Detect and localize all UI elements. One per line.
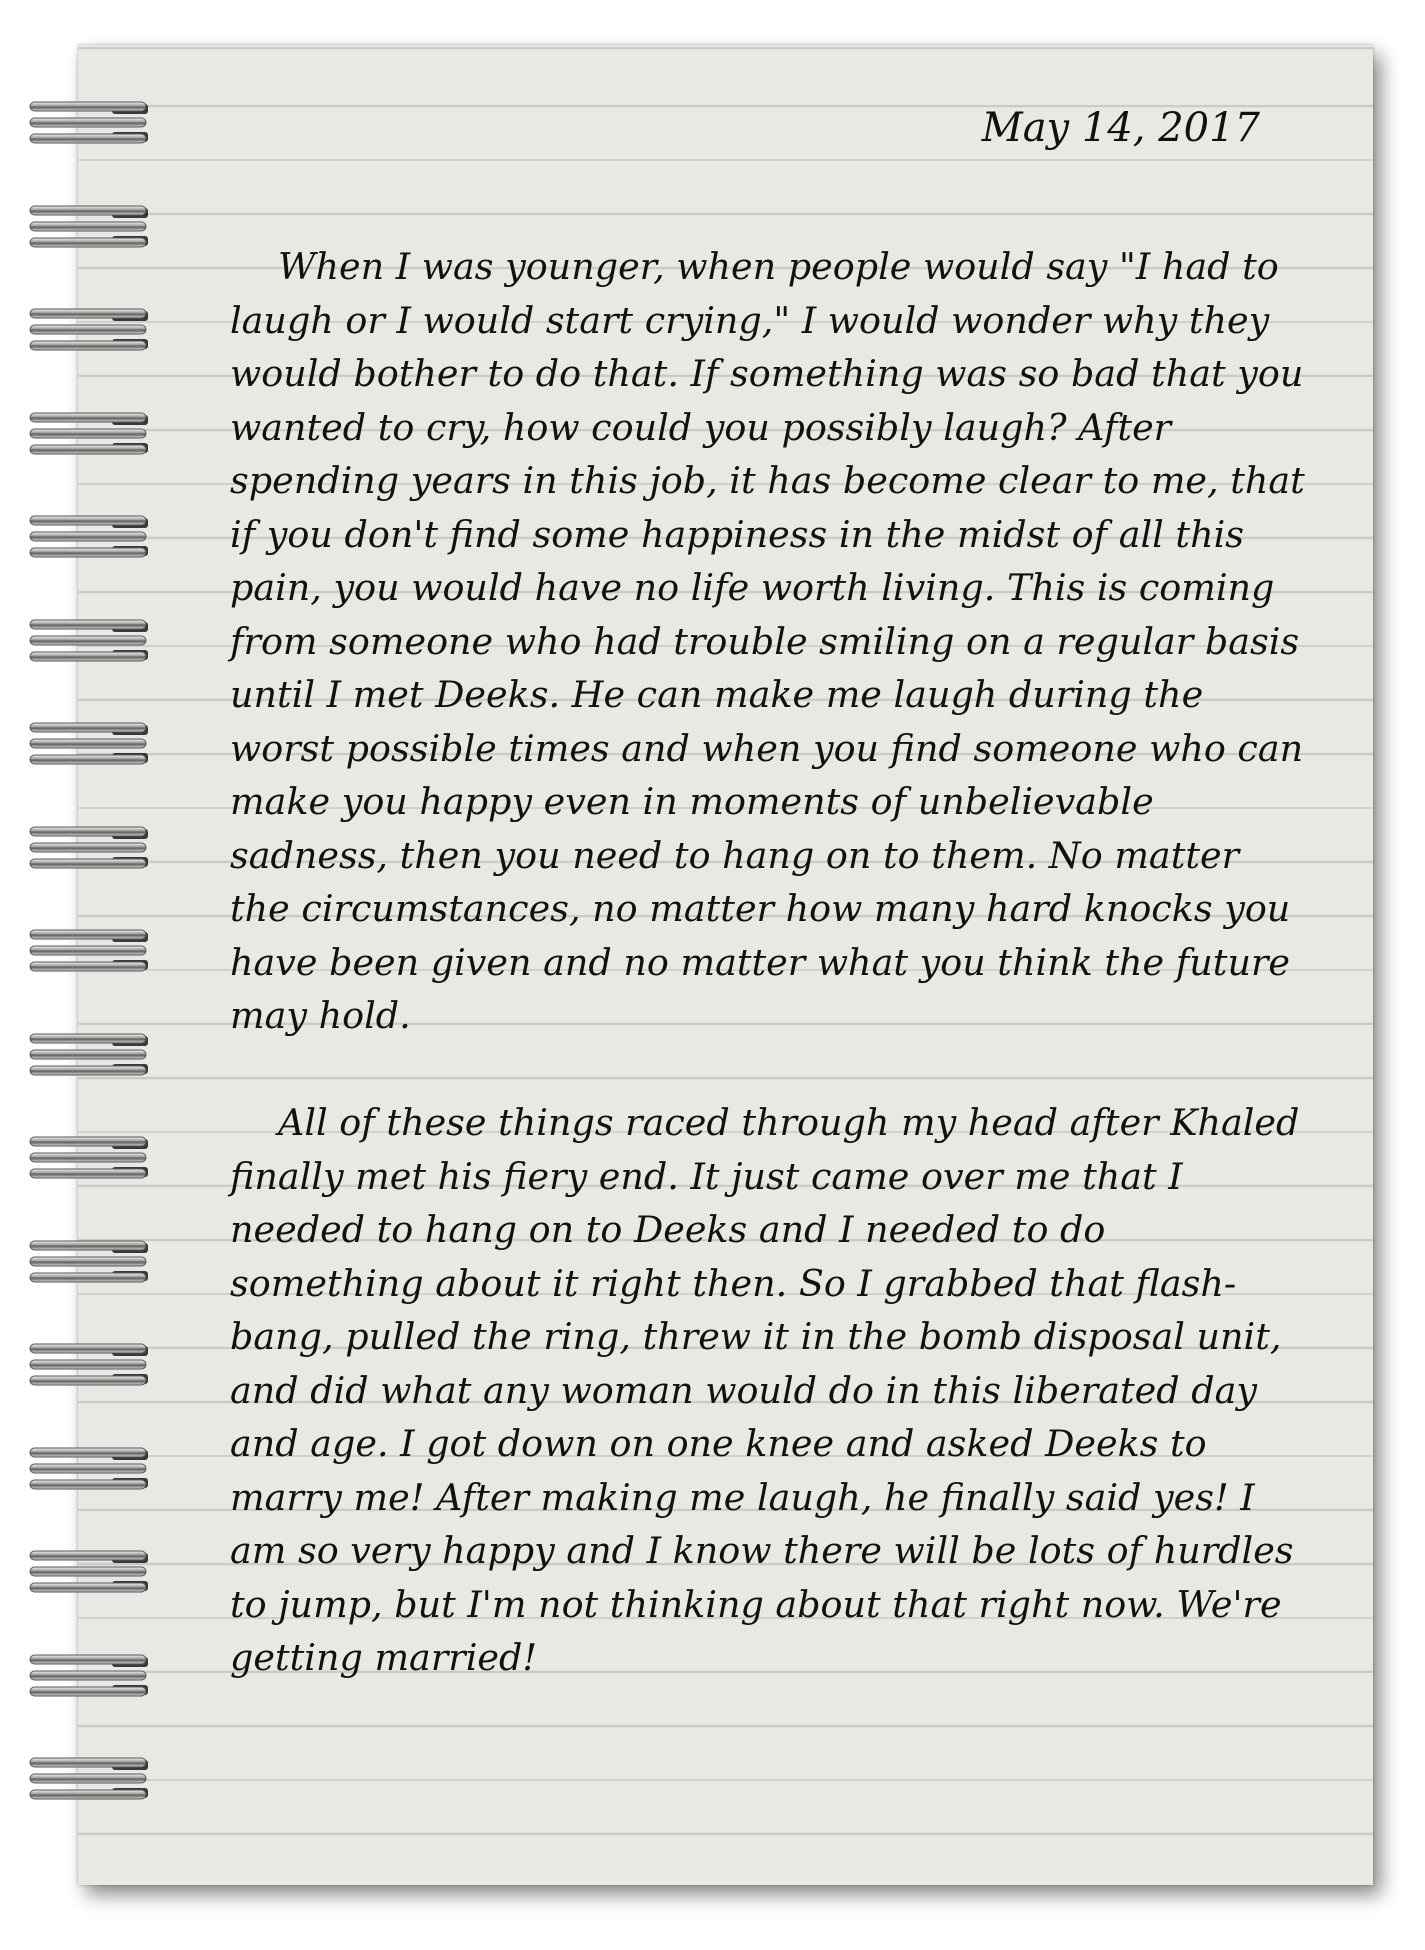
- binding-ring-icon: [28, 1444, 150, 1496]
- spiral-binding: [0, 0, 160, 1950]
- binding-ring-icon: [28, 1340, 150, 1392]
- binding-ring-icon: [28, 926, 150, 978]
- binding-ring-icon: [28, 305, 150, 357]
- entry-date: May 14, 2017: [981, 105, 1260, 151]
- entry-paragraph-1: When I was younger, when people would say "I had to laugh or I would start crying," I would wonder why they would bother to do that. If something was so bad that you wanted to cry, how could you possibly laugh? After spending years in this job, it has become clear to me, that if you don't find some happiness in the midst of all this pain, you would have no life worth living. This is coming from someone who had trouble smiling on a regular basis until I met Deeks. He can make me laugh during the worst possible times and when you find someone who can make you happy even in moments of unbelievable sadness, then you need to hang on to them. No matter the circumstances, no matter how many hard knocks you have been given and no matter what you think the future may hold.: [230, 245, 1305, 1037]
- binding-ring-icon: [28, 823, 150, 875]
- binding-ring-icon: [28, 719, 150, 771]
- binding-ring-icon: [28, 202, 150, 254]
- binding-ring-icon: [28, 1237, 150, 1289]
- binding-ring-icon: [28, 1030, 150, 1082]
- binding-ring-icon: [28, 1651, 150, 1703]
- binding-ring-icon: [28, 409, 150, 461]
- binding-ring-icon: [28, 98, 150, 150]
- binding-ring-icon: [28, 1133, 150, 1185]
- binding-ring-icon: [28, 512, 150, 564]
- binding-ring-icon: [28, 1547, 150, 1599]
- binding-ring-icon: [28, 616, 150, 668]
- binding-ring-icon: [28, 1754, 150, 1806]
- journal-entry: [230, 240, 1310, 1685]
- entry-paragraph-2: All of these things raced through my head after Khaled finally met his fiery end. It just came over me that I needed to hang on to Deeks and I needed to do something about it right then. So I grabbed that flash-bang, pulled the ring, threw it in the bomb disposal unit, and did what any woman would do in this liberated day and age. I got down on one knee and asked Deeks to marry me! After making me laugh, he finally said yes! I am so very happy and I know there will be lots of hurdles to jump, but I'm not thinking about that right now. We're getting married!: [230, 1101, 1300, 1679]
